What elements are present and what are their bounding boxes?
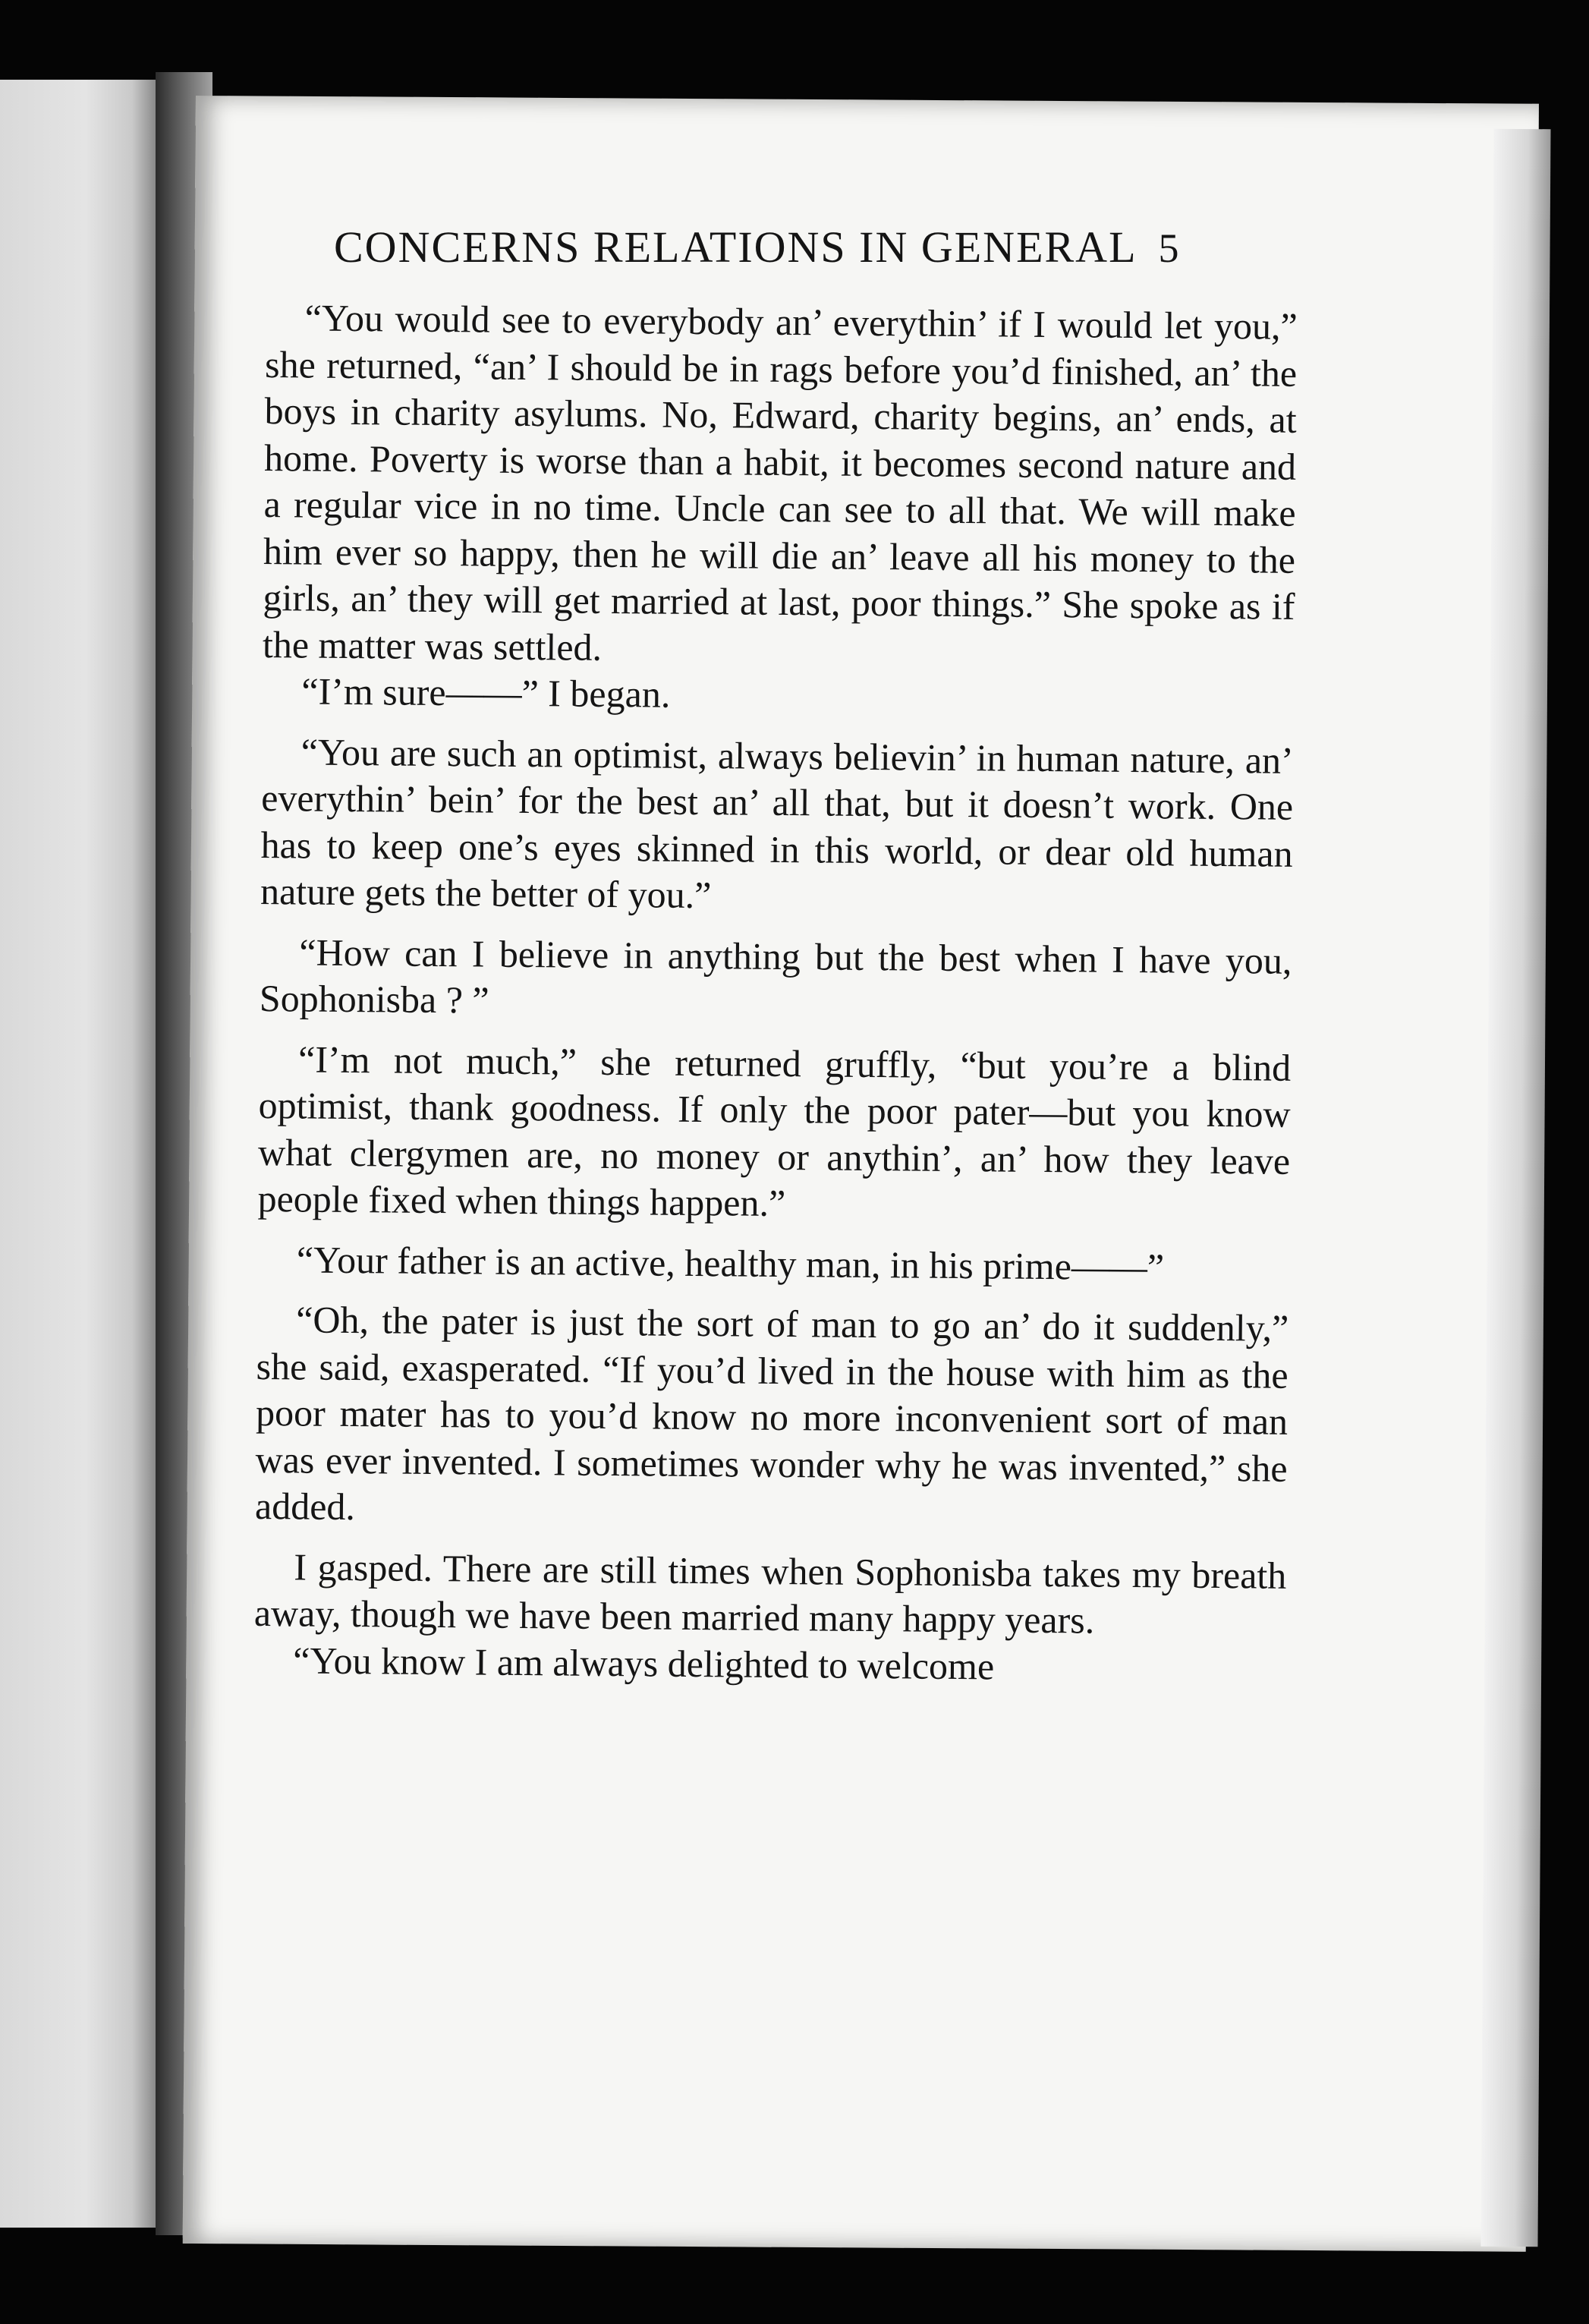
- paragraph: “I’m not much,” she returned gruffly, “but you’re a blind optimist, thank goodness. If only the poor pater—but you know what clergymen are, no money or anythin’, an’ how they leave people fixed when things happen.”: [257, 1037, 1292, 1225]
- paragraph: “How can I believe in anything but the best when I have you, Sophonisba ? ”: [259, 930, 1292, 1022]
- paragraph: “You are such an optimist, always believin’ in human nature, an’ everythin’ bein’ for the best an’ all that, but it doesn’t work. One has to keep one’s eyes skinned in this world, or dear old human nature gets the better of you.”: [260, 729, 1294, 917]
- page-fore-edge: [1480, 129, 1550, 2247]
- facing-page-edge: [0, 80, 156, 2228]
- body-text: [253, 294, 1298, 1693]
- paragraph: “Oh, the pater is just the sort of man to go an’ do it suddenly,” she said, exasperated. “If you’d lived in the house with him as the poor mater has to you’d know no more inconvenient sort of man was ever invented. I sometimes wonder why he was invented,” she added.: [254, 1298, 1289, 1529]
- paragraph: I gasped. There are still times when Sophonisba takes my breath away, though we have been married many happy years.: [253, 1545, 1287, 1642]
- running-header: [334, 222, 1320, 272]
- paragraph: “You would see to everybody an’ everythin’ if I would let you,” she returned, “an’ I should be in rags before you’d finished, an’ the boys in charity asylums. No, Edward, charity begins, an’ ends, at home. Poverty is worse than a habit, it becomes second nature and a regular vice in no time. Uncle can see to all that. We will make him ever so happy, then he will die an’ leave all his money to the girls, an’ they will get married at last, poor things.” She spoke as if the matter was settled.: [262, 296, 1298, 669]
- page-number: 5: [1158, 225, 1181, 271]
- paragraph: “You know I am always delighted to welcome: [293, 1638, 995, 1687]
- paragraph: “I’m sure——” I began.: [301, 669, 671, 716]
- running-title: CONCERNS RELATIONS IN GENERAL: [334, 222, 1137, 272]
- paragraph: “Your father is an active, healthy man, in his prime——”: [296, 1237, 1165, 1288]
